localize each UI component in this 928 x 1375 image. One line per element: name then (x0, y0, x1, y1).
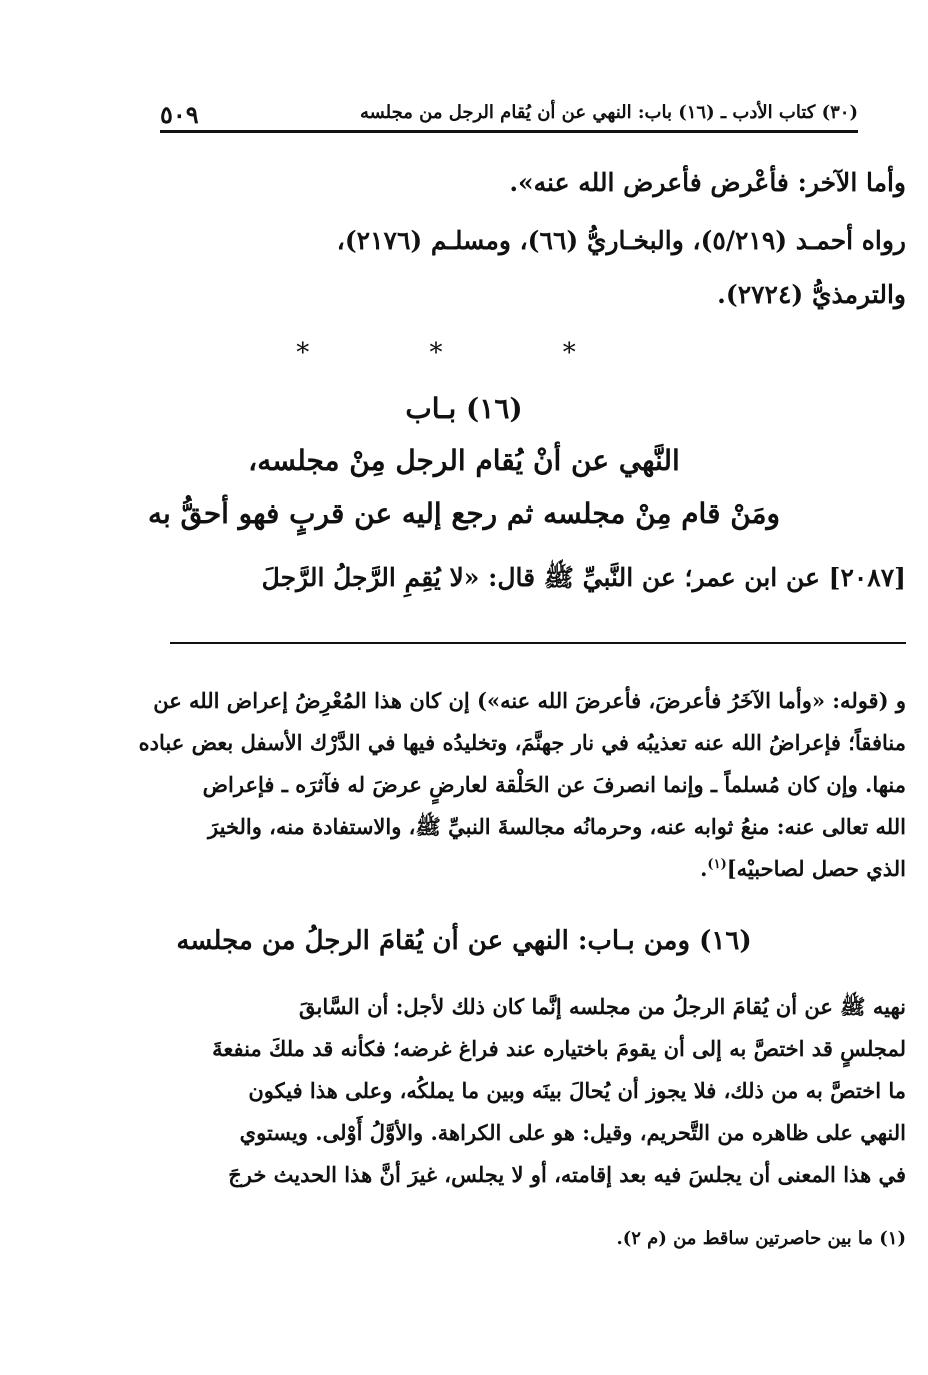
hadith-tail-line-2: رواه أحمـد (٥/٢١٩)، والبخـاريُّ (٦٦)، ومسلـم (٢١٧٦)، (336, 226, 906, 255)
footnote-divider (170, 642, 906, 644)
explanation-line-2: لمجلسٍ قد اختصَّ به إلى أن يقومَ باختياره عند فراغ غرضه؛ فكأنه قد ملكَ منفعةَ (212, 1036, 906, 1061)
commentary-end-mark: . (700, 856, 708, 881)
chapter-title-line-2: ومَنْ قام مِنْ مجلسه ثم رجع إليه عن قربٍ فهو أحقُّ به (147, 497, 781, 530)
commentary-line-5 (22, 856, 906, 881)
page-number: ٥٠٩ (160, 100, 199, 129)
commentary-line-3: منها. وإن كان مُسلماً ـ وإنما انصرفَ عن الحَلْقة لعارضٍ عرضَ له فآثرَه ـ فإعراض (202, 772, 906, 797)
explanation-line-4: النهي على ظاهره من التَّحريم، وقيل: هو على الكراهة. والأوَّلُ أَوْلى. ويستوي (239, 1120, 906, 1145)
page-header (160, 96, 858, 133)
sub-heading: (١٦) ومن بـاب: النهي عن أن يُقامَ الرجلُ من مجلسه (176, 926, 752, 956)
running-title: (٣٠) كتاب الأدب ـ (١٦) باب: النهي عن أن يُقام الرجل من مجلسه (359, 102, 858, 123)
explanation-line-3: ما اختصَّ به من ذلك، فلا يجوز أن يُحالَ بينَه وبين ما يملكُه، وعلى هذا فيكون (248, 1078, 906, 1103)
explanation-line-1: نهيه ﷺ عن أن يُقامَ الرجلُ من مجلسه إنَّما كان ذلك لأجل: أن السَّابقَ (299, 994, 906, 1019)
footnote-reference: (١) (707, 857, 727, 872)
footnote: (١) ما بين حاصرتين ساقط من (م ٢). (616, 1228, 906, 1249)
commentary-line-5-text: الذي حصل لصاحبيْه] (726, 856, 906, 881)
hadith-tail-line-3: والترمذيُّ (٢٧٢٤). (717, 280, 906, 309)
hadith-2087-start: [٢٠٨٧] عن ابن عمر؛ عن النَّبيِّ ﷺ قال: «لا يُقِمِ الرَّجلُ الرَّجلَ (261, 563, 906, 592)
chapter-title-line-1: النَّهي عن أنْ يُقام الرجل مِنْ مجلسه، (248, 444, 680, 477)
explanation-line-5: في هذا المعنى أن يجلسَ فيه بعد إقامته، أو لا يجلس، غيرَ أنَّ هذا الحديث خرجَ (228, 1162, 906, 1187)
chapter-number: (١٦) بـاب (405, 392, 523, 425)
commentary-line-4: الله تعالى عنه: منعُ ثوابه عنه، وحرمانُه مجالسةَ النبيِّ ﷺ، والاستفادة منه، والخيرَ (208, 814, 906, 839)
commentary-line-2: منافقاً؛ فإعراضُ الله عنه تعذيبُه في نار جهنَّمَ، وتخليدُه فيها في الدَّرْك الأسفل بعض عباده (138, 730, 906, 755)
commentary-line-1: و (قوله: «وأما الآخَرُ فأعرضَ، فأعرضَ الله عنه») إن كان هذا المُعْرِضُ إعراض الله عن (153, 688, 906, 713)
hadith-tail-line-1: وأما الآخر: فأعْرض فأعرض الله عنه». (509, 168, 906, 197)
section-separator: * * * (296, 338, 632, 368)
